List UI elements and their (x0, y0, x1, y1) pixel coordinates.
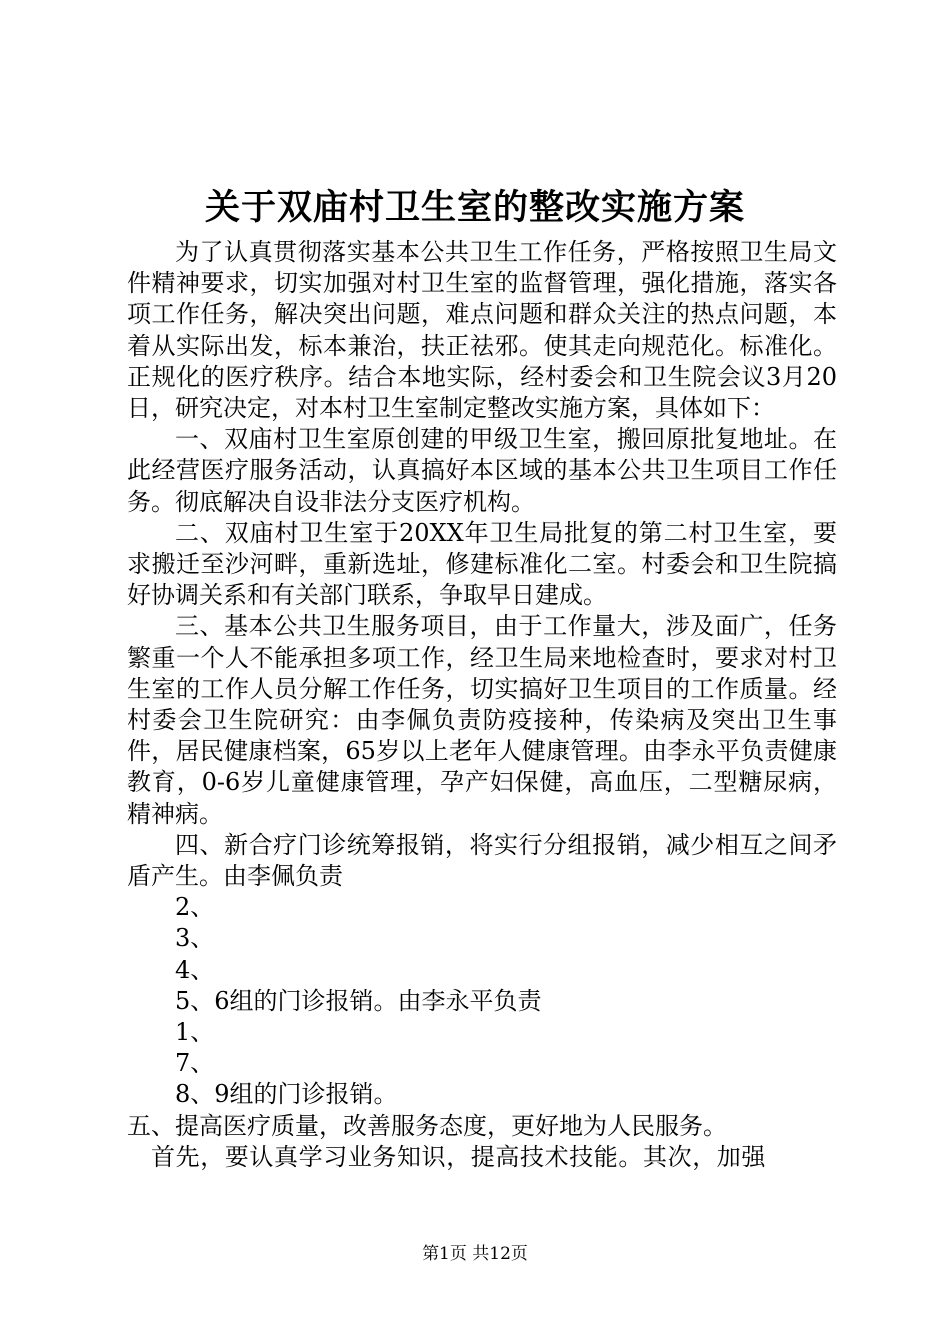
list-item: 7、 (175, 1049, 215, 1078)
list-item: 2、 (175, 893, 215, 922)
page-number-footer: 第1页 共12页 (422, 1244, 528, 1264)
section-5-paragraph: 五、提高医疗质量，改善服务态度，更好地为人民服务。 (127, 1111, 727, 1140)
document-body (127, 237, 837, 1173)
document-title: 关于双庙村卫生室的整改实施方案 (204, 187, 745, 228)
list-item: 3、 (175, 924, 215, 953)
section-4-paragraph: 四、新合疗门诊统筹报销，将实行分组报销，减少相互之间矛盾产生。由李佩负责 (127, 830, 837, 891)
list-item: 8、9组的门诊报销。 (175, 1080, 398, 1109)
section-1-paragraph: 一、双庙村卫生室原创建的甲级卫生室，搬回原批复地址。在此经营医疗服务活动，认真搞好本区域的基本公共卫生项目工作任务。彻底解决自设非法分支医疗机构。 (127, 425, 837, 516)
section-2-paragraph: 二、双庙村卫生室于20XX年卫生局批复的第二村卫生室，要求搬迁至沙河畔，重新选址，修建标准化二室。村委会和卫生院搞好协调关系和有关部门联系，争取早日建成。 (127, 518, 837, 610)
list-item: 4、 (175, 955, 215, 984)
intro-paragraph: 为了认真贯彻落实基本公共卫生工作任务，严格按照卫生局文件精神要求，切实加强对村卫生室的监督管理，强化措施，落实各项工作任务，解决突出问题，难点问题和群众关注的热点问题，本着从实际出发，标本兼治，扶正祛邪。使其走向规范化。标准化。正规化的医疗秩序。结合本地实际，经村委会和卫生院会议3月20日，研究决定，对本村卫生室制定整改实施方案，具体如下： (127, 238, 837, 423)
section-3-paragraph: 三、基本公共卫生服务项目，由于工作量大，涉及面广，任务繁重一个人不能承担多项工作，经卫生局来地检查时，要求对村卫生室的工作人员分解工作任务，切实搞好卫生项目的工作质量。经村委会卫生院研究：由李佩负责防疫接种，传染病及突出卫生事件，居民健康档案，65岁以上老年人健康管理。由李永平负责健康教育，0-6岁儿童健康管理，孕产妇保健，高血压，二型糖尿病，精神病。 (127, 612, 837, 828)
list-item: 5、6组的门诊报销。由李永平负责 (175, 986, 542, 1015)
list-item: 1、 (175, 1018, 215, 1047)
closing-paragraph: 首先，要认真学习业务知识，提高技术技能。其次，加强 (151, 1142, 766, 1171)
